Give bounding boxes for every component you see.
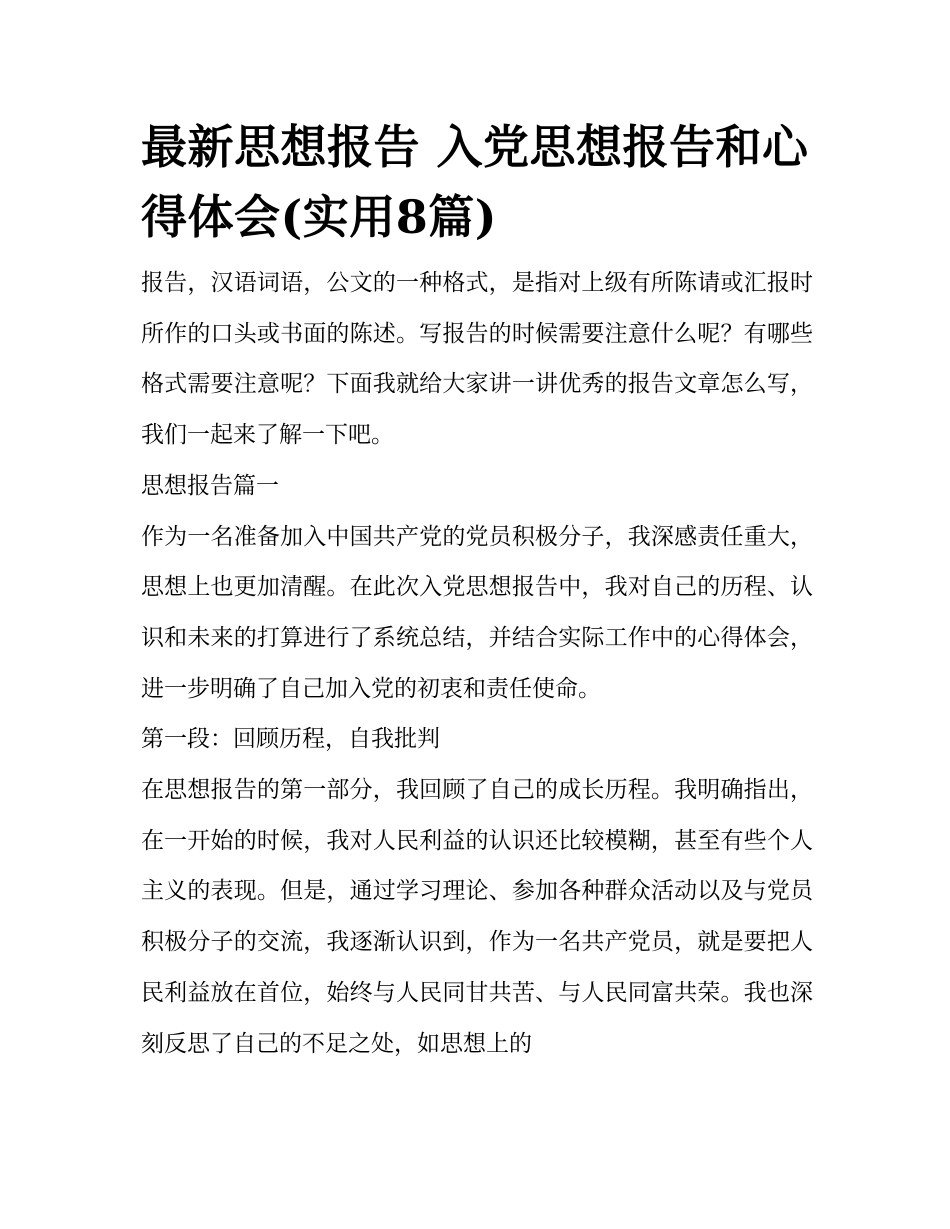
part-one-paragraph: 在思想报告的第一部分，我回顾了自己的成长历程。我明确指出，在一开始的时候，我对人民利益的认识还比较模糊，甚至有些个人主义的表现。但是，通过学习理论、参加各种群众活动以及与党员积极分子的交流，我逐渐认识到，作为一名共产党员，就是要把人民利益放在首位，始终与人民同甘共苦、与人民同富共荣。我也深刻反思了自己的不足之处，如思想上的 (141, 777, 813, 1057)
intro-paragraph: 报告，汉语词语，公文的一种格式，是指对上级有所陈请或汇报时所作的口头或书面的陈述。写报告的时候需要注意什么呢？有哪些格式需要注意呢？下面我就给大家讲一讲优秀的报告文章怎么写，我们一起来了解一下吧。 (141, 270, 813, 449)
document-body (141, 112, 813, 1069)
document-title: 最新思想报告 入党思想报告和心得体会(实用8篇) (141, 120, 809, 244)
report-one-paragraph: 作为一名准备加入中国共产党的党员积极分子，我深感责任重大，思想上也更加清醒。在此次入党思想报告中，我对自己的历程、认识和未来的打算进行了系统总结，并结合实际工作中的心得体会，进一步明确了自己加入党的初衷和责任使命。 (141, 523, 813, 702)
section-heading-part-one: 第一段：回顾历程，自我批判 (141, 726, 440, 753)
section-heading-report-one: 思想报告篇一 (141, 472, 279, 499)
